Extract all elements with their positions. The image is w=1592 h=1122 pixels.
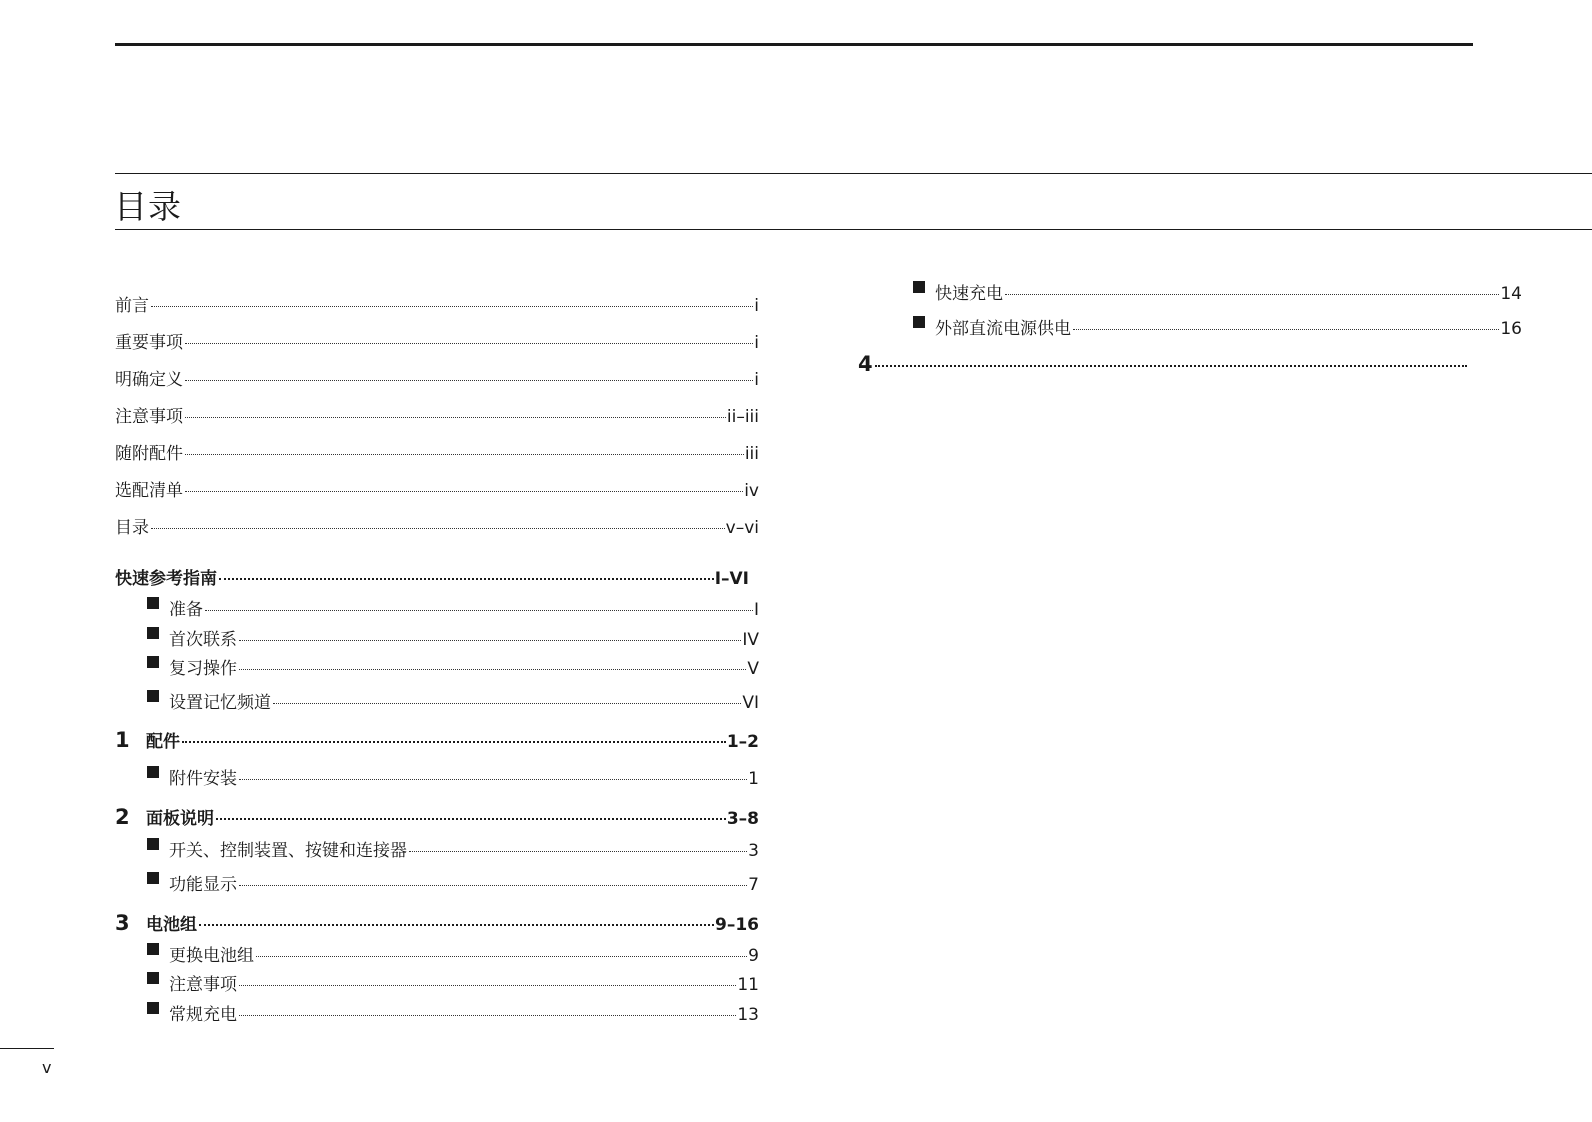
dot-leader bbox=[185, 365, 753, 385]
toc-subentry-switches-controls[interactable] bbox=[147, 836, 759, 861]
dot-leader bbox=[239, 870, 747, 890]
toc-chapter-2[interactable] bbox=[115, 804, 759, 829]
dot-leader bbox=[151, 291, 753, 311]
toc-entry-label: 首次联系 bbox=[169, 630, 237, 650]
toc-subentry-battery-cautions[interactable] bbox=[147, 970, 759, 995]
toc-entry-label: 复习操作 bbox=[169, 659, 237, 679]
toc-entry-page: 9–16 bbox=[715, 915, 759, 935]
title-rule-top bbox=[115, 173, 1592, 174]
toc-subentry-replace-battery[interactable] bbox=[147, 941, 759, 966]
toc-entry-precautions[interactable] bbox=[115, 402, 759, 427]
toc-entry-label: 常规充电 bbox=[169, 1005, 237, 1025]
square-bullet-icon bbox=[147, 872, 159, 884]
toc-entry-page: VI bbox=[742, 693, 759, 713]
dot-leader bbox=[239, 625, 741, 645]
dot-leader bbox=[216, 804, 726, 824]
chapter-number: 4 bbox=[858, 352, 873, 376]
toc-subentry-preparation[interactable] bbox=[147, 595, 759, 620]
dot-leader bbox=[239, 764, 747, 784]
toc-entry-label: 开关、控制装置、按键和连接器 bbox=[169, 841, 407, 861]
toc-entry-page: IV bbox=[742, 630, 759, 650]
dot-leader bbox=[273, 688, 741, 708]
toc-entry-label: 设置记忆频道 bbox=[169, 693, 271, 713]
toc-entry-page: ii–iii bbox=[726, 407, 759, 427]
toc-entry-options[interactable] bbox=[115, 476, 759, 501]
toc-subentry-rapid-charging[interactable] bbox=[913, 279, 1522, 304]
dot-leader bbox=[239, 654, 746, 674]
chapter-number: 1 bbox=[115, 728, 130, 752]
toc-entry-page: V bbox=[747, 659, 759, 679]
toc-entry-label: 选配清单 bbox=[115, 481, 183, 501]
square-bullet-icon bbox=[913, 316, 925, 328]
dot-leader bbox=[409, 836, 747, 856]
toc-entry-page: iii bbox=[744, 444, 759, 464]
square-bullet-icon bbox=[147, 972, 159, 984]
chapter-number: 2 bbox=[115, 805, 130, 829]
dot-leader bbox=[185, 439, 744, 459]
toc-entry-page: i bbox=[754, 370, 759, 390]
toc-entry-page: 1 bbox=[748, 769, 759, 789]
toc-entry-label: 配件 bbox=[146, 732, 180, 752]
toc-entry-label: 前言 bbox=[115, 296, 149, 316]
dot-leader bbox=[185, 402, 726, 422]
dot-leader bbox=[875, 351, 1467, 371]
toc-entry-page: iv bbox=[744, 481, 759, 501]
dot-leader bbox=[219, 564, 714, 584]
toc-entry-supplied-accessories[interactable] bbox=[115, 439, 759, 464]
toc-subentry-regular-charging[interactable] bbox=[147, 1000, 759, 1025]
page-title: 目录 bbox=[114, 187, 182, 226]
toc-chapter-1[interactable] bbox=[115, 727, 759, 752]
toc-entry-page: i bbox=[754, 296, 759, 316]
toc-entry-page: v–vi bbox=[725, 518, 759, 538]
square-bullet-icon bbox=[147, 656, 159, 668]
toc-entry-page: 16 bbox=[1500, 319, 1522, 339]
dot-leader bbox=[185, 328, 753, 348]
dot-leader bbox=[199, 910, 714, 930]
toc-entry-page: 13 bbox=[737, 1005, 759, 1025]
dot-leader bbox=[239, 1000, 736, 1020]
toc-entry-label: 附件安装 bbox=[169, 769, 237, 789]
toc-entry-label: 目录 bbox=[115, 518, 149, 538]
toc-entry-label: 注意事项 bbox=[169, 975, 237, 995]
chapter-number: 3 bbox=[115, 911, 130, 935]
toc-subentry-function-display[interactable] bbox=[147, 870, 759, 895]
toc-entry-important[interactable] bbox=[115, 328, 759, 353]
toc-entry-label: 准备 bbox=[169, 600, 203, 620]
toc-subentry-external-dc-power[interactable] bbox=[913, 314, 1522, 339]
header-rule bbox=[115, 43, 1473, 46]
toc-entry-label: 外部直流电源供电 bbox=[935, 319, 1071, 339]
toc-entry-label: 快速参考指南 bbox=[115, 569, 217, 589]
toc-entry-label: 电池组 bbox=[146, 915, 197, 935]
toc-entry-page: 11 bbox=[737, 975, 759, 995]
square-bullet-icon bbox=[147, 766, 159, 778]
toc-entry-label: 更换电池组 bbox=[169, 946, 254, 966]
square-bullet-icon bbox=[147, 838, 159, 850]
toc-entry-label: 快速充电 bbox=[935, 284, 1003, 304]
dot-leader bbox=[1073, 314, 1499, 334]
square-bullet-icon bbox=[147, 597, 159, 609]
square-bullet-icon bbox=[147, 627, 159, 639]
toc-entry-contents[interactable] bbox=[115, 513, 759, 538]
toc-entry-page: 7 bbox=[748, 875, 759, 895]
toc-entry-label: 随附配件 bbox=[115, 444, 183, 464]
toc-entry-page: I bbox=[753, 600, 759, 620]
toc-entry-label: 重要事项 bbox=[115, 333, 183, 353]
toc-entry-label: 功能显示 bbox=[169, 875, 237, 895]
toc-entry-definitions[interactable] bbox=[115, 365, 759, 390]
toc-subentry-first-contact[interactable] bbox=[147, 625, 759, 650]
dot-leader bbox=[151, 513, 725, 533]
toc-chapter-3[interactable] bbox=[115, 910, 759, 935]
toc-entry-page: i bbox=[754, 333, 759, 353]
toc-entry-page: 9 bbox=[748, 946, 759, 966]
toc-entry-page: 14 bbox=[1500, 284, 1522, 304]
toc-entry-preface[interactable] bbox=[115, 291, 759, 316]
dot-leader bbox=[239, 970, 736, 990]
toc-chapter-4[interactable] bbox=[858, 351, 1468, 376]
toc-entry-label: 明确定义 bbox=[115, 370, 183, 390]
toc-subentry-review-operation[interactable] bbox=[147, 654, 759, 679]
dot-leader bbox=[1005, 279, 1499, 299]
dot-leader bbox=[182, 727, 726, 747]
toc-subentry-memory-channels[interactable] bbox=[147, 688, 759, 713]
toc-entry-page: 3 bbox=[748, 841, 759, 861]
toc-entry-label: 面板说明 bbox=[146, 809, 214, 829]
square-bullet-icon bbox=[147, 943, 159, 955]
page-number: v bbox=[42, 1058, 52, 1077]
dot-leader bbox=[205, 595, 753, 615]
toc-entry-page: 1–2 bbox=[726, 732, 759, 752]
toc-subentry-accessory-attachment[interactable] bbox=[147, 764, 759, 789]
square-bullet-icon bbox=[147, 1002, 159, 1014]
dot-leader bbox=[256, 941, 747, 961]
toc-entry-page: I–VI bbox=[714, 569, 749, 589]
toc-entry-quick-reference[interactable] bbox=[115, 564, 749, 589]
toc-entry-label: 注意事项 bbox=[115, 407, 183, 427]
square-bullet-icon bbox=[147, 690, 159, 702]
toc-entry-page: 3–8 bbox=[726, 809, 759, 829]
footer-rule bbox=[0, 1048, 54, 1049]
title-rule-bottom bbox=[115, 229, 1592, 230]
square-bullet-icon bbox=[913, 281, 925, 293]
dot-leader bbox=[185, 476, 743, 496]
